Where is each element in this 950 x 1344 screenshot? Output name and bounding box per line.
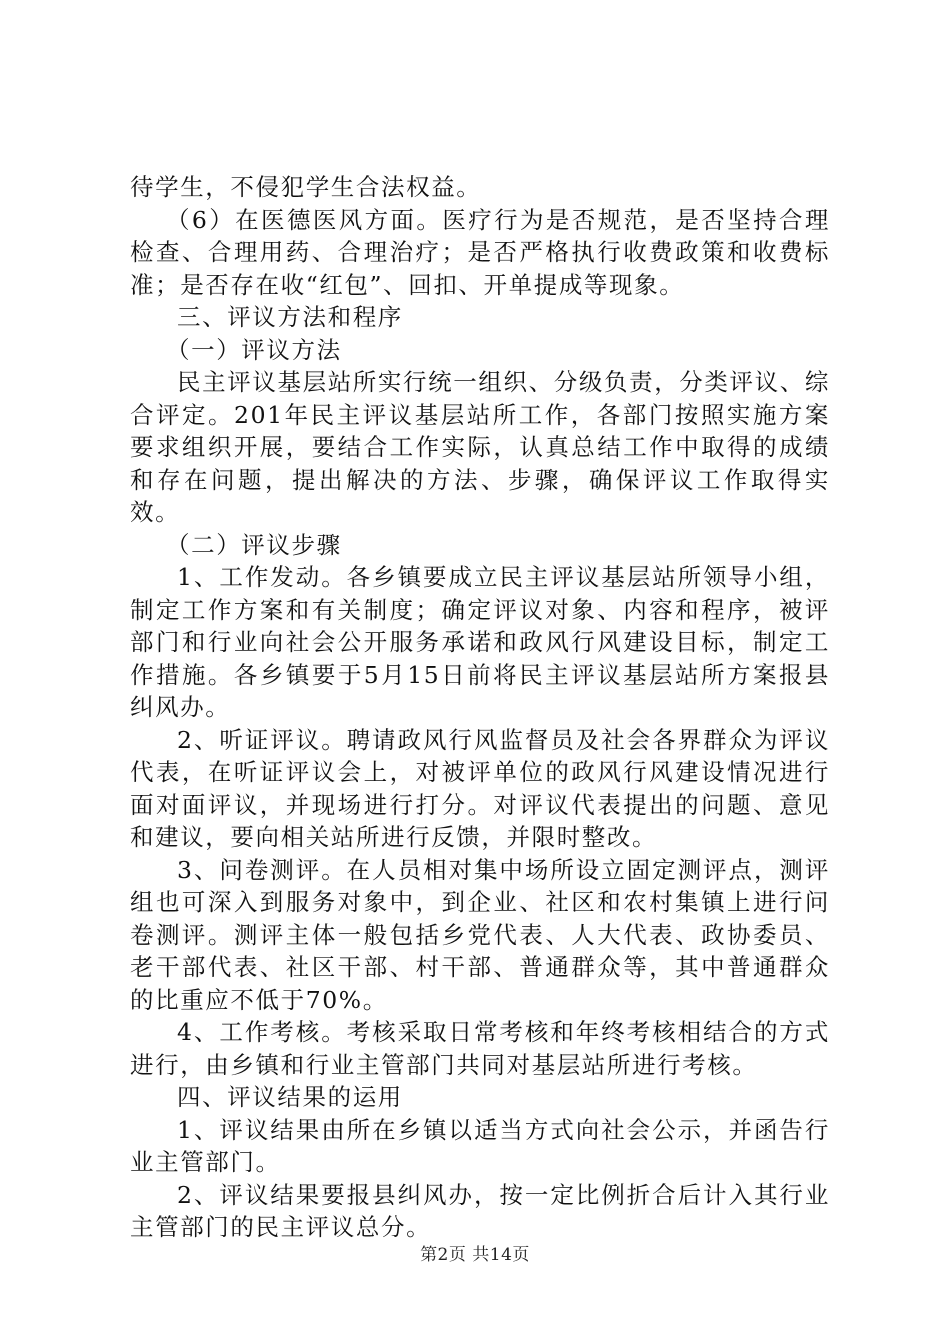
paragraph-method-body: 民主评议基层站所实行统一组织、分级负责，分类评议、综合评定。201年民主评议基层站所工作，各部门按照实施方案要求组织开展，要结合工作实际，认真总结工作中取得的成绩和存在问题，提出解决的方法、步骤，确保评议工作取得实效。 <box>130 368 830 526</box>
paragraph-step-2: 2、听证评议。聘请政风行风监督员及社会各界群众为评议代表，在听证评议会上，对被评单位的政风行风建设情况进行面对面评议，并现场进行打分。对评议代表提出的问题、意见和建议，要向相关站所进行反馈，并限时整改。 <box>130 725 830 851</box>
subsection-heading-steps: （二）评议步骤 <box>166 530 342 559</box>
page-number-label: 第2页 共14页 <box>420 1245 530 1265</box>
paragraph-result-2: 2、评议结果要报县纠风办，按一定比例折合后计入其行业主管部门的民主评议总分。 <box>130 1180 830 1241</box>
section-heading-methods: 三、评议方法和程序 <box>177 303 403 331</box>
paragraph-continuation: 待学生，不侵犯学生合法权益。 <box>130 173 482 201</box>
paragraph-step-1: 1、工作发动。各乡镇要成立民主评议基层站所领导小组，制定工作方案和有关制度；确定评议对象、内容和程序，被评部门和行业向社会公开服务承诺和政风行风建设目标，制定工作措施。各乡镇要于5月15日前将民主评议基层站所方案报县纠风办。 <box>130 563 830 721</box>
page-footer <box>0 1240 950 1265</box>
paragraph-result-1: 1、评议结果由所在乡镇以适当方式向社会公示，并函告行业主管部门。 <box>130 1115 830 1176</box>
document-body <box>130 171 830 1244</box>
section-heading-results: 四、评议结果的运用 <box>177 1083 403 1111</box>
paragraph-medical-ethics: （6）在医德医风方面。医疗行为是否规范，是否坚持合理检查、合理用药、合理治疗；是否严格执行收费政策和收费标准；是否存在收“红包”、回扣、开单提成等现象。 <box>130 205 830 299</box>
paragraph-step-4: 4、工作考核。考核采取日常考核和年终考核相结合的方式进行，由乡镇和行业主管部门共同对基层站所进行考核。 <box>130 1018 830 1079</box>
subsection-heading-method: （一）评议方法 <box>166 335 342 364</box>
paragraph-step-3: 3、问卷测评。在人员相对集中场所设立固定测评点，测评组也可深入到服务对象中，到企业、社区和农村集镇上进行问卷测评。测评主体一般包括乡党代表、人大代表、政协委员、老干部代表、社区干部、村干部、普通群众等，其中普通群众的比重应不低于70%。 <box>130 855 830 1014</box>
